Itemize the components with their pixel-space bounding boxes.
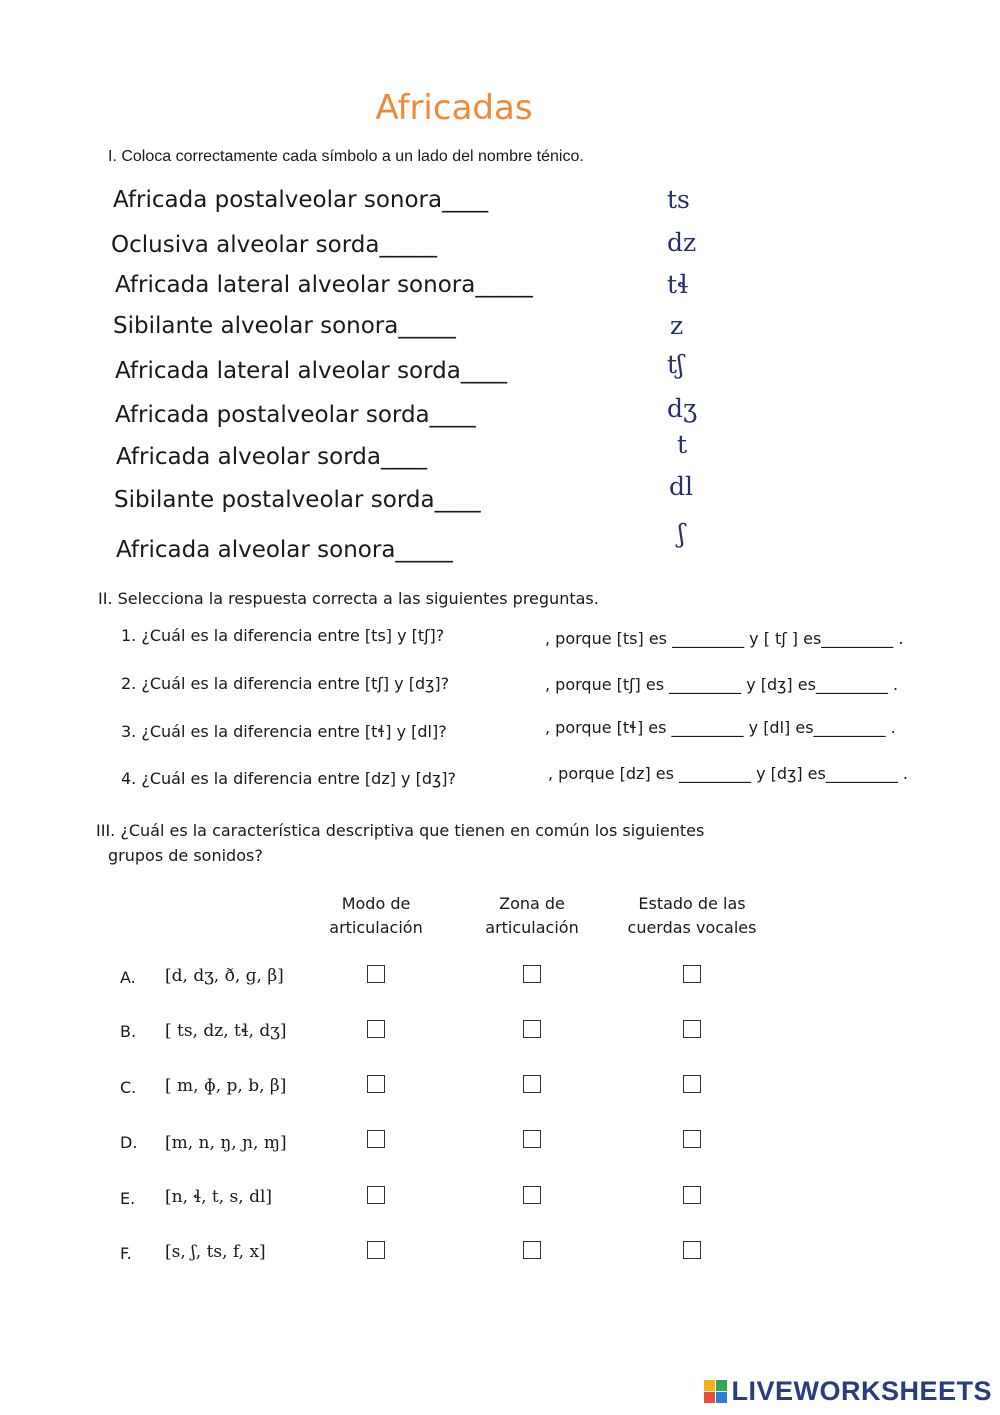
term-8: Sibilante postalveolar sorda____	[114, 487, 481, 513]
term-5: Africada lateral alveolar sorda____	[115, 358, 507, 384]
checkbox-f-estado[interactable]	[683, 1241, 701, 1259]
symbol-ts[interactable]: ts	[667, 185, 690, 214]
checkbox-a-zona[interactable]	[523, 965, 541, 983]
row-group-f: [s, ʃ, ts, f, x]	[165, 1242, 266, 1262]
section2-instruction: II. Selecciona la respuesta correcta a las siguientes preguntas.	[98, 589, 599, 608]
row-group-a: [d, dʒ, ð, ɡ, β]	[165, 966, 284, 986]
logo-square-4	[716, 1392, 727, 1403]
answer-4[interactable]: , porque [dz] es _________ y [dʒ] es_________ .	[548, 764, 908, 783]
checkbox-c-zona[interactable]	[523, 1075, 541, 1093]
row-group-c: [ m, ɸ, p, b, β]	[165, 1076, 287, 1096]
section3-instruction-line1: III. ¿Cuál es la característica descriptiva que tienen en común los siguientes	[96, 821, 705, 840]
question-3: 3. ¿Cuál es la diferencia entre [tɬ] y [dl]?	[121, 722, 447, 741]
column-header-estado: Estado de las cuerdas vocales	[627, 894, 757, 937]
checkbox-d-zona[interactable]	[523, 1130, 541, 1148]
answer-3[interactable]: , porque [tɬ] es _________ y [dl] es_________ .	[545, 718, 896, 737]
row-letter-a: A.	[120, 968, 136, 987]
page-title: Africadas	[375, 88, 533, 128]
section3-instruction-line2: grupos de sonidos?	[108, 846, 263, 865]
symbol-dz[interactable]: dz	[667, 228, 697, 257]
term-4: Sibilante alveolar sonora_____	[113, 313, 456, 339]
term-2: Oclusiva alveolar sorda_____	[111, 232, 437, 258]
checkbox-a-modo[interactable]	[367, 965, 385, 983]
checkbox-c-modo[interactable]	[367, 1075, 385, 1093]
row-letter-d: D.	[120, 1133, 138, 1152]
checkbox-e-modo[interactable]	[367, 1186, 385, 1204]
row-letter-b: B.	[120, 1022, 137, 1041]
column-header-modo: Modo de articulación	[329, 894, 423, 937]
checkbox-d-modo[interactable]	[367, 1130, 385, 1148]
checkbox-b-estado[interactable]	[683, 1020, 701, 1038]
section3-instruction	[96, 818, 704, 868]
row-letter-e: E.	[120, 1189, 136, 1208]
answer-2[interactable]: , porque [tʃ] es _________ y [dʒ] es_________ .	[545, 675, 899, 694]
row-group-e: [n, ɬ, t, s, dl]	[165, 1187, 273, 1207]
column-header-zona: Zona de articulación	[485, 894, 579, 937]
row-group-b: [ ts, dz, tɬ, dʒ]	[165, 1021, 287, 1041]
row-group-d: [m, n, ŋ, ɲ, ɱ]	[165, 1133, 287, 1153]
symbol-dl[interactable]: dl	[669, 472, 693, 501]
symbol-z[interactable]: z	[670, 311, 684, 340]
checkbox-f-zona[interactable]	[523, 1241, 541, 1259]
logo-mark-icon	[704, 1380, 727, 1403]
answer-1[interactable]: , porque [ts] es _________ y [ tʃ ] es_________ .	[545, 629, 904, 648]
symbol-tl-lateral[interactable]: tɬ	[667, 270, 689, 299]
checkbox-e-zona[interactable]	[523, 1186, 541, 1204]
row-letter-f: F.	[120, 1244, 132, 1263]
symbol-esh[interactable]: ʃ	[678, 519, 685, 548]
checkbox-e-estado[interactable]	[683, 1186, 701, 1204]
checkbox-d-estado[interactable]	[683, 1130, 701, 1148]
checkbox-c-estado[interactable]	[683, 1075, 701, 1093]
checkbox-b-zona[interactable]	[523, 1020, 541, 1038]
checkbox-b-modo[interactable]	[367, 1020, 385, 1038]
symbol-tesh[interactable]: tʃ	[667, 350, 684, 379]
term-9: Africada alveolar sonora_____	[116, 537, 453, 563]
checkbox-a-estado[interactable]	[683, 965, 701, 983]
logo-square-2	[716, 1380, 727, 1391]
logo-square-1	[704, 1380, 715, 1391]
term-6: Africada postalveolar sorda____	[115, 402, 476, 428]
liveworksheets-logo	[704, 1376, 992, 1407]
symbol-dezh[interactable]: dʒ	[667, 394, 698, 423]
term-1: Africada postalveolar sonora____	[113, 187, 489, 213]
checkbox-f-modo[interactable]	[367, 1241, 385, 1259]
symbol-t[interactable]: t	[677, 430, 688, 459]
term-7: Africada alveolar sorda____	[116, 444, 427, 470]
logo-text: LIVEWORKSHEETS	[731, 1376, 992, 1406]
section1-instruction: I. Coloca correctamente cada símbolo a un lado del nombre ténico.	[108, 148, 584, 165]
term-3: Africada lateral alveolar sonora_____	[115, 272, 533, 298]
logo-square-3	[704, 1392, 715, 1403]
question-1: 1. ¿Cuál es la diferencia entre [ts] y [tʃ]?	[121, 626, 445, 645]
question-2: 2. ¿Cuál es la diferencia entre [tʃ] y [dʒ]?	[121, 674, 450, 693]
row-letter-c: C.	[120, 1078, 137, 1097]
question-4: 4. ¿Cuál es la diferencia entre [dz] y [dʒ]?	[121, 769, 456, 788]
